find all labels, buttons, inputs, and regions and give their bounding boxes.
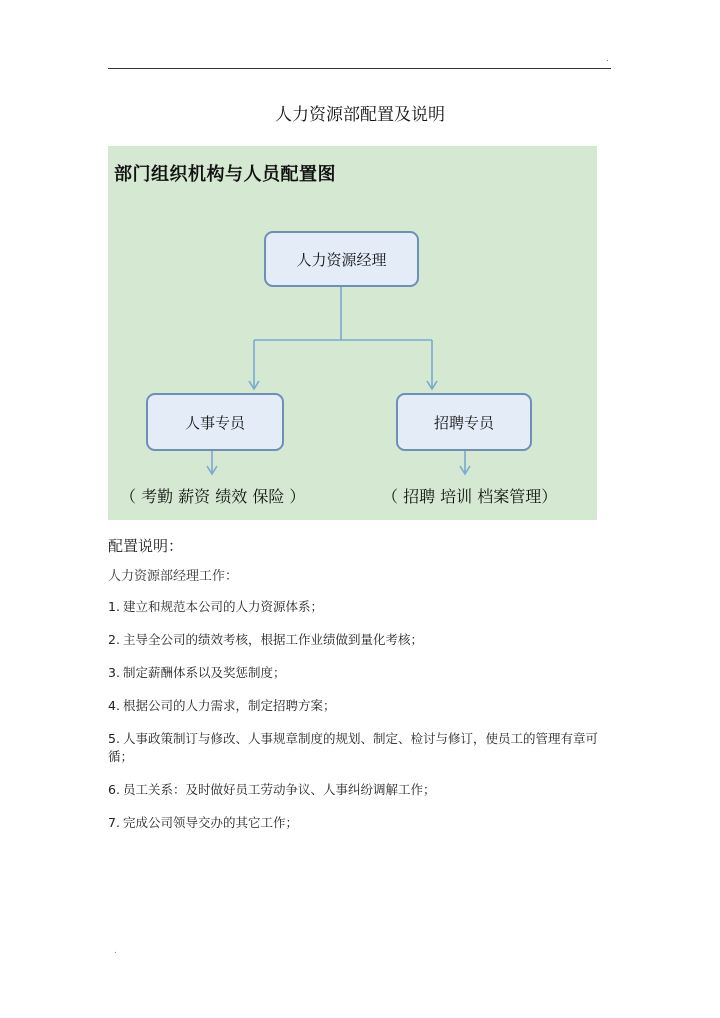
section-title: 配置说明：: [108, 537, 184, 555]
item-number: 6.: [108, 782, 120, 797]
item-text: 员工关系：及时做好员工劳动争议、人事纠纷调解工作；: [122, 782, 436, 797]
list-item: [108, 631, 598, 649]
document-title: 人力资源部配置及说明: [275, 105, 445, 125]
list-item: [108, 664, 598, 682]
item-number: 7.: [108, 815, 120, 830]
org-chart-title: 部门组织机构与人员配置图: [114, 164, 336, 185]
item-number: 4.: [108, 698, 120, 713]
node-recruitment-specialist: 招聘专员: [396, 393, 532, 451]
item-text: 建立和规范本公司的人力资源体系；: [122, 599, 323, 614]
item-number: 5.: [108, 731, 120, 746]
item-number: 2.: [108, 632, 120, 647]
duties-list: [108, 598, 598, 847]
header-rule: [108, 68, 611, 69]
node-personnel-specialist: 人事专员: [146, 393, 284, 451]
header-mark: .: [606, 54, 609, 64]
node-hr-manager: 人力资源经理: [264, 231, 419, 287]
item-text: 制定薪酬体系以及奖惩制度；: [122, 665, 286, 680]
list-item: [108, 730, 598, 766]
item-number: 1.: [108, 599, 120, 614]
personnel-duties: （ 考勤 薪资 绩效 保险 ）: [120, 487, 306, 506]
item-text: 人事政策制订与修改、人事规章制度的规划、制定、检讨与修订，使员工的管理有章可循；: [108, 731, 598, 764]
item-number: 3.: [108, 665, 120, 680]
list-item: [108, 697, 598, 715]
org-chart: [108, 146, 597, 520]
footer-mark: .: [114, 946, 117, 956]
recruitment-duties: （ 招聘 培训 档案管理）: [382, 487, 558, 506]
org-chart-connectors: [108, 146, 597, 520]
list-item: [108, 814, 598, 832]
item-text: 完成公司领导交办的其它工作；: [122, 815, 298, 830]
item-text: 根据公司的人力需求，制定招聘方案；: [122, 698, 336, 713]
item-text: 主导全公司的绩效考核，根据工作业绩做到量化考核；: [122, 632, 423, 647]
list-item: [108, 781, 598, 799]
subsection-title: 人力资源部经理工作：: [108, 569, 239, 584]
list-item: [108, 598, 598, 616]
